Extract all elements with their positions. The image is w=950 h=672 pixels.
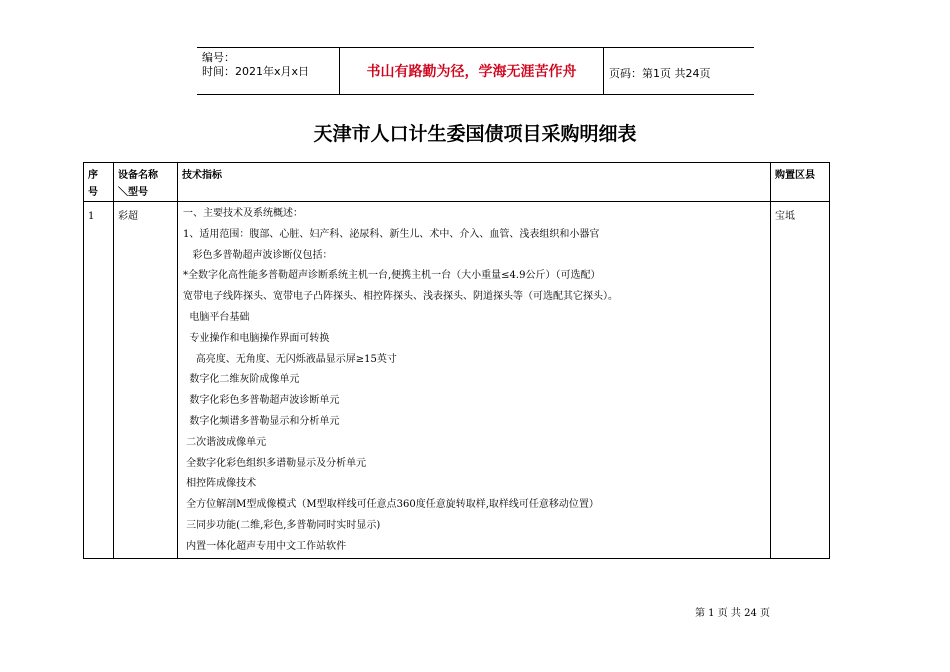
page-header	[197, 47, 754, 95]
row-device: 彩超	[114, 202, 178, 559]
header-seq-line1: 序	[88, 170, 98, 181]
procurement-table	[83, 162, 830, 559]
table-header-row	[84, 163, 830, 202]
time-label: 时间：2021年x月x日	[202, 65, 310, 78]
header-spec: 技术指标	[178, 163, 771, 202]
motto-text: 书山有路勤为径，学海无涯苦作舟	[339, 47, 604, 95]
spec-line: 数字化频谱多普勒显示和分析单元	[183, 415, 340, 427]
row-seq: 1	[84, 202, 114, 559]
spec-line: 一、主要技术及系统概述：	[183, 208, 303, 219]
spec-line: 二次谐波成像单元	[183, 436, 267, 448]
spec-line: 高亮度、无角度、无闪烁液晶显示屏≥15英寸	[183, 353, 397, 365]
spec-line: 数字化彩色多普勒超声波诊断单元	[183, 395, 340, 407]
table-row	[84, 202, 830, 559]
header-device-line2: ＼型号	[118, 187, 148, 198]
spec-line: 宽带电子线阵探头、宽带电子凸阵探头、相控阵探头、浅表探头、阴道探头等（可选配其它探头）。	[183, 291, 618, 303]
spec-line: 全方位解剖M型成像模式（M型取样线可任意点360度任意旋转取样,取样线可任意移动位置）	[183, 499, 599, 511]
spec-line: 1、适用范围：腹部、心脏、妇产科、泌尿科、新生儿、术中、介入、血管、浅表组织和小器官	[183, 228, 600, 240]
spec-line: 内置一体化超声专用中文工作站软件	[183, 540, 347, 552]
page-footer: 第 1 页 共 24 页	[695, 608, 770, 619]
row-spec	[178, 202, 771, 559]
header-device	[114, 163, 178, 202]
spec-line: 相控阵成像技术	[183, 478, 257, 490]
header-seq	[84, 163, 114, 202]
spec-line: 数字化二维灰阶成像单元	[183, 374, 300, 386]
spec-line: 彩色多普勒超声波诊断仪包括：	[183, 249, 333, 261]
number-label: 编号：	[202, 51, 235, 64]
spec-list	[178, 202, 770, 558]
header-seq-line2: 号	[88, 187, 98, 198]
page-info: 页码：第1页 共24页	[609, 67, 711, 80]
spec-line: 全数字化彩色组织多谱勒显示及分析单元	[183, 457, 367, 469]
document-title: 天津市人口计生委国债项目采购明细表	[313, 123, 637, 145]
spec-line: 专业操作和电脑操作界面可转换	[183, 332, 330, 344]
spec-line: 三同步功能(二维,彩色,多普勒同时实时显示)	[183, 519, 381, 531]
header-area: 购置区县	[771, 163, 830, 202]
header-left	[202, 51, 337, 79]
spec-line: *全数字化高性能多普勒超声诊断系统主机一台,便携主机一台（大小重量≤4.9公斤）（可选配）	[183, 270, 601, 282]
row-area: 宝坻	[771, 202, 830, 559]
spec-line: 电脑平台基础	[183, 311, 250, 323]
header-device-line1: 设备名称	[118, 170, 158, 181]
